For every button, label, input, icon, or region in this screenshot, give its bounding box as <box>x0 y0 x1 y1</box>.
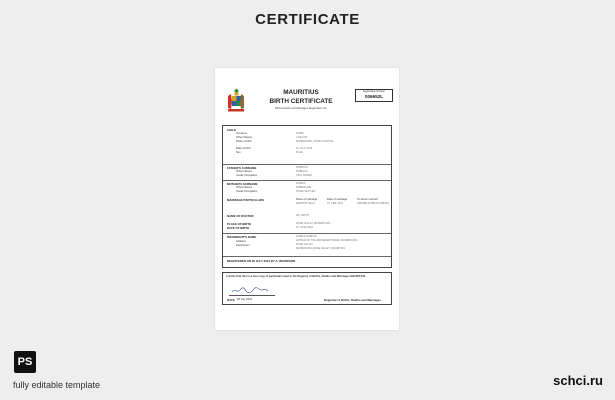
child-birth-place-label: Place of birth <box>236 140 252 143</box>
template-caption: fully editable template <box>13 380 101 390</box>
coat-of-arms-icon <box>223 88 249 114</box>
date-label: DATE <box>227 298 235 302</box>
divider <box>223 164 391 165</box>
marriage-section-label: MARRIAGE PARTICULARS <box>227 198 265 202</box>
registrar-title: Registrar of Births, Deaths and Marriages <box>324 298 382 302</box>
child-surname-label: Surname <box>236 132 247 135</box>
document-header <box>260 88 342 111</box>
date-value: 08 July 2021 <box>237 298 253 301</box>
mother-other-names-value: DOBIDALINE <box>296 186 312 189</box>
signature-icon <box>231 286 269 295</box>
divider <box>223 233 391 234</box>
site-name: schci.ru <box>553 373 603 388</box>
mother-occupation-value: HOME SETTLER <box>296 190 316 193</box>
registration-number: 006652L <box>364 94 384 99</box>
divider <box>223 256 391 257</box>
mother-occupation-label: Usual Occupation <box>236 190 258 193</box>
marriage-place-label: Place of marriage <box>296 198 318 201</box>
place-of-birth-value: ROSE VALLEY, MAHEBOURG <box>296 222 331 225</box>
document-title: BIRTH CERTIFICATE <box>269 98 333 105</box>
child-other-names-label: Other Names <box>236 136 252 139</box>
date-of-birth-value: 16. JUNE 2004 <box>296 226 313 229</box>
doctor-label: NAME OF DOCTOR <box>227 214 254 218</box>
informant-name-value: DOBIAS DOBISTE <box>296 235 318 238</box>
child-section-label: CHILD <box>227 128 236 132</box>
marriage-date-label: Date of marriage <box>327 198 348 201</box>
birth-certificate-document <box>215 68 399 330</box>
father-surname-value: DOBISON <box>296 166 308 169</box>
registered-line: REGISTERED ON 06 JULY 2021 BY A. INCIDESON <box>227 259 296 263</box>
mother-surname-value: DOBIAS <box>296 182 306 185</box>
father-other-names-value: DOBIGAS <box>296 170 308 173</box>
father-other-names-label: Other Names <box>236 170 252 173</box>
child-sex-label: Sex <box>236 151 241 154</box>
child-birth-date-label: Date of birth <box>236 147 251 150</box>
mother-other-names-label: Other Names <box>236 186 252 189</box>
signature-line <box>229 295 275 296</box>
marriage-spouse-label: To whom married <box>357 198 378 201</box>
child-surname-value: DOBIC <box>296 132 304 135</box>
mother-section-label: MOTHER'S SURNAME <box>227 182 258 186</box>
certify-text: I certify that this is a true copy of particulars kept in the Registry of Births, Deaths and Marriages MAURITIUS. <box>226 275 366 278</box>
registration-box <box>355 89 393 102</box>
registration-label: Registration Number <box>363 90 385 93</box>
act-name: Births Deaths and Marriages Registration Act <box>275 107 327 110</box>
child-other-names-value: L'ASCUIN <box>296 136 308 139</box>
informant-address-line2: MAHEBOURG ROSE VALLEY, MAURITIUS <box>296 247 345 250</box>
date-of-birth-label: DATE OF BIRTH <box>227 226 250 230</box>
marriage-spouse-value: ISIDORE DOBIAS DOBISTE <box>357 202 390 205</box>
particulars-box <box>222 125 392 268</box>
child-sex-value: MALE <box>296 151 303 154</box>
country-name: MAURITIUS <box>283 89 319 96</box>
marriage-place-value: DEARTIM SEAS <box>296 202 315 205</box>
certification-box <box>222 272 392 305</box>
father-occupation-value: CIVIL ORDER <box>296 174 312 177</box>
child-birth-place-value: MAHEBOURG, ROSE HOSPITAL <box>296 140 334 143</box>
informant-address-label: Address <box>236 240 246 243</box>
informant-section-label: INFORMANT'S NAME <box>227 235 257 239</box>
informant-description-label: Description <box>236 244 250 247</box>
child-birth-date-value: 16. OCT. 2019 <box>296 147 313 150</box>
marriage-date-value: 16. FEB. 2013 <box>327 202 343 205</box>
informant-description-value: FATHER OF THE ABOVEMENTIONED, MAHEBOURG <box>296 239 358 242</box>
father-section-label: FATHER'S SURNAME <box>227 166 257 170</box>
father-occupation-label: Usual Occupation <box>236 174 258 177</box>
doctor-value: DR. SMITH <box>296 214 309 217</box>
place-of-birth-label: PLACE OF BIRTH <box>227 222 252 226</box>
informant-address-value: ROSE VALLEY <box>296 243 314 246</box>
photoshop-icon: PS <box>14 351 36 373</box>
page-title: CERTIFICATE <box>255 11 360 28</box>
divider <box>223 180 391 181</box>
